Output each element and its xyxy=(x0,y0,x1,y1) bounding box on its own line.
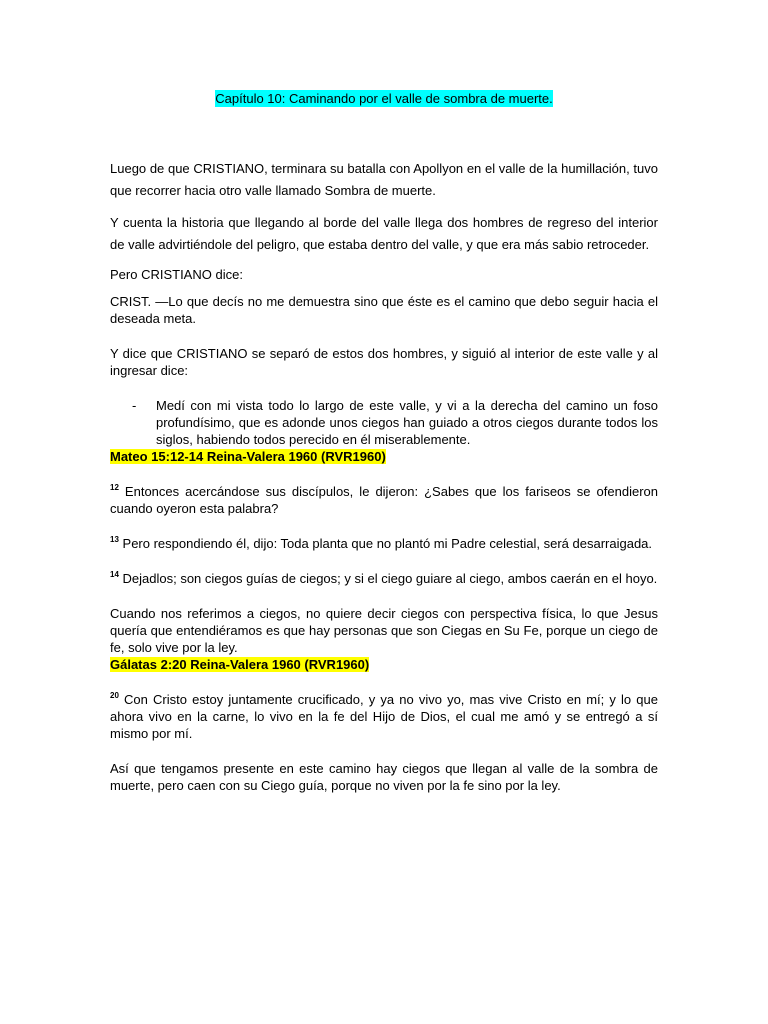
verse-number: 20 xyxy=(110,691,119,700)
verse-text: Dejadlos; son ciegos guías de ciegos; y si el ciego guiare al ciego, ambos caerán en el hoyo. xyxy=(118,571,658,586)
verse-12 xyxy=(110,483,658,517)
verse-14 xyxy=(110,570,658,587)
verse-text: Pero respondiendo él, dijo: Toda planta que no plantó mi Padre celestial, será desarraigada. xyxy=(118,536,653,551)
bullet-dash: - xyxy=(132,398,137,413)
chapter-title xyxy=(110,90,658,107)
paragraph-7: Así que tengamos presente en este camino hay ciegos que llegan al valle de la sombra de muerte, pero caen con su Ciego guía, porque no viven por la fe sino por la ley. xyxy=(110,761,658,793)
quote-list xyxy=(110,397,658,448)
verse-number: 12 xyxy=(110,483,119,492)
scripture-reference-text: Gálatas 2:20 Reina-Valera 1960 (RVR1960) xyxy=(110,657,370,672)
paragraph-4: CRIST. —Lo que decís no me demuestra sino que éste es el camino que debo seguir hacia el deseada meta. xyxy=(110,294,658,326)
document-content xyxy=(110,90,658,794)
scripture-reference-heading xyxy=(110,448,658,465)
scripture-reference-heading xyxy=(110,656,658,673)
paragraph-3: Pero CRISTIANO dice: xyxy=(110,267,243,282)
verse-number: 13 xyxy=(110,535,119,544)
scripture-reference-text: Mateo 15:12-14 Reina-Valera 1960 (RVR1960) xyxy=(110,449,386,464)
paragraph-1: Luego de que CRISTIANO, terminara su batalla con Apollyon en el valle de la humillación, tuvo que recorrer hacia otro valle llamado Sombra de muerte. xyxy=(110,161,658,198)
list-item xyxy=(110,397,658,448)
paragraph-2: Y cuenta la historia que llegando al borde del valle llega dos hombres de regreso del interior de valle advirtiéndole del peligro, que estaba dentro del valle, y que era más sabio retroceder. xyxy=(110,215,658,252)
paragraph-6: Cuando nos referimos a ciegos, no quiere decir ciegos con perspectiva física, lo que Jesus quería que entendiéramos es que hay personas que son Ciegas en Su Fe, porque un ciego de fe, solo vive por la ley. xyxy=(110,606,658,655)
verse-text: Entonces acercándose sus discípulos, le dijeron: ¿Sabes que los fariseos se ofendieron cuando oyeron esta palabra? xyxy=(110,484,658,516)
list-item-text: Medí con mi vista todo lo largo de este valle, y vi a la derecha del camino un foso profundísimo, que es adonde unos ciegos han guiado a otros ciegos durante todos los siglos, habiendo todos perecido en él miserablemente. xyxy=(156,398,658,447)
verse-13 xyxy=(110,535,658,552)
paragraph-5: Y dice que CRISTIANO se separó de estos dos hombres, y siguió al interior de este valle y al ingresar dice: xyxy=(110,346,658,378)
verse-20 xyxy=(110,691,658,742)
verse-text: Con Cristo estoy juntamente crucificado, y ya no vivo yo, mas vive Cristo en mí; y lo que ahora vivo en la carne, lo vivo en la fe del Hijo de Dios, el cual me amó y se entregó a sí mismo por mí. xyxy=(110,692,658,741)
chapter-title-text: Capítulo 10: Caminando por el valle de sombra de muerte. xyxy=(215,91,553,106)
verse-number: 14 xyxy=(110,570,119,579)
